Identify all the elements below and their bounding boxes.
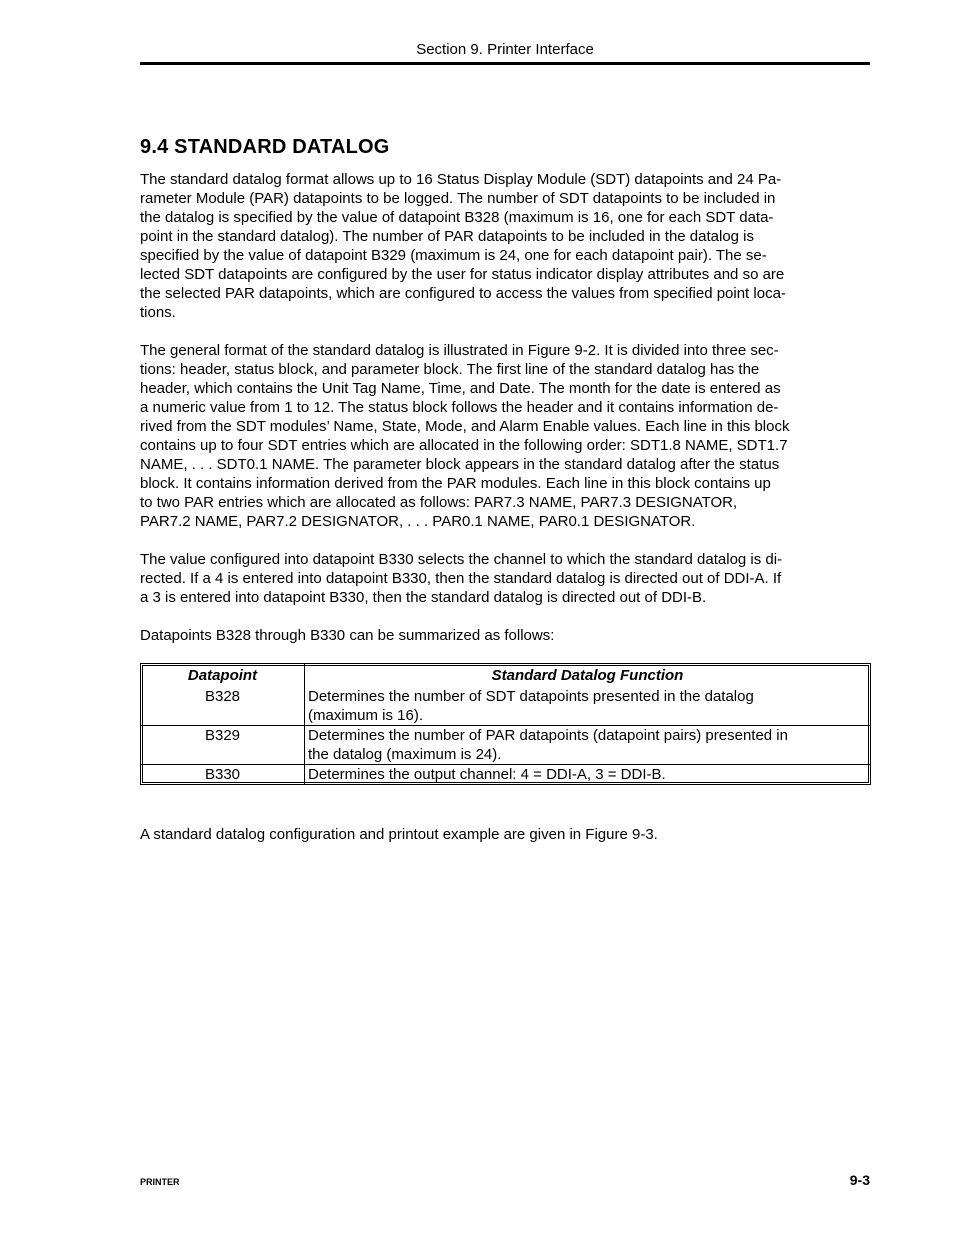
text-line: The standard datalog format allows up to 16 Status Display Module (SDT) datapoints and 24 Pa-: [140, 171, 782, 188]
function-cell: [305, 765, 870, 784]
text-line: the datalog is specified by the value of datapoint B328 (maximum is 16, one for each SDT data-: [140, 209, 774, 226]
function-line: the datalog (maximum is 24).: [308, 746, 502, 763]
text-line: NAME, . . . SDT0.1 NAME. The parameter block appears in the standard datalog after the status: [140, 456, 780, 473]
column-header-function: Standard Datalog Function: [491, 667, 684, 684]
text-line: rected. If a 4 is entered into datapoint B330, then the standard datalog is directed out of DDI-A. If: [140, 570, 782, 587]
function-line: (maximum is 16).: [308, 707, 424, 724]
function-cell: [305, 726, 870, 765]
text-line: rived from the SDT modules’ Name, State, Mode, and Alarm Enable values. Each line in this block: [140, 418, 790, 435]
datapoint-table: [140, 663, 871, 785]
function-line: Determines the number of PAR datapoints (datapoint pairs) presented in: [308, 727, 788, 744]
table-header-row: [141, 664, 870, 687]
text-line: contains up to four SDT entries which are allocated in the following order: SDT1.8 NAME, SDT1.7: [140, 437, 788, 454]
paragraph-summary-intro: [140, 626, 870, 645]
datapoint-cell: B330: [141, 765, 305, 784]
page-number: 9-3: [849, 1172, 870, 1188]
text-line: rameter Module (PAR) datapoints to be logged. The number of SDT datapoints to be included in: [140, 190, 776, 207]
function-line: Determines the number of SDT datapoints presented in the datalog: [308, 688, 754, 705]
section-heading: 9.4 STANDARD DATALOG: [140, 136, 390, 158]
function-cell: [305, 687, 870, 726]
paragraph-channel: [140, 550, 870, 607]
footer-section-label: PRINTER: [140, 1177, 180, 1187]
text-line: The general format of the standard datalog is illustrated in Figure 9-2. It is divided into three sec-: [140, 342, 779, 359]
text-line: PAR7.2 NAME, PAR7.2 DESIGNATOR, . . . PAR0.1 NAME, PAR0.1 DESIGNATOR.: [140, 513, 696, 530]
text-line: tions.: [140, 304, 176, 321]
column-header-datapoint: Datapoint: [141, 664, 305, 687]
text-line: to two PAR entries which are allocated as follows: PAR7.3 NAME, PAR7.3 DESIGNATOR,: [140, 494, 738, 511]
text-line: specified by the value of datapoint B329 (maximum is 24, one for each datapoint pair). The se-: [140, 247, 767, 264]
table-row: [141, 687, 870, 726]
datapoint-cell: B329: [141, 726, 305, 765]
paragraph-intro: [140, 170, 870, 322]
table-row: [141, 765, 870, 784]
text-line: a 3 is entered into datapoint B330, then the standard datalog is directed out of DDI-B.: [140, 589, 707, 606]
text-line: A standard datalog configuration and printout example are given in Figure 9-3.: [140, 826, 658, 843]
text-line: a numeric value from 1 to 12. The status block follows the header and it contains information de-: [140, 399, 779, 416]
text-line: point in the standard datalog). The number of PAR datapoints to be included in the datalog is: [140, 228, 755, 245]
text-line: lected SDT datapoints are configured by the user for status indicator display attributes and so are: [140, 266, 785, 283]
text-line: header, which contains the Unit Tag Name, Time, and Date. The month for the date is entered as: [140, 380, 781, 397]
table-row: [141, 726, 870, 765]
paragraph-general-format: [140, 341, 870, 531]
function-line: Determines the output channel: 4 = DDI-A, 3 = DDI-B.: [308, 766, 666, 783]
running-header: Section 9. Printer Interface: [416, 41, 594, 58]
text-line: Datapoints B328 through B330 can be summarized as follows:: [140, 627, 555, 644]
text-line: the selected PAR datapoints, which are configured to access the values from specified point loca-: [140, 285, 786, 302]
text-line: The value configured into datapoint B330 selects the channel to which the standard datalog is di-: [140, 551, 783, 568]
paragraph-figure-reference: [140, 825, 870, 844]
header-rule: [140, 62, 870, 65]
datapoint-cell: B328: [141, 687, 305, 726]
text-line: block. It contains information derived from the PAR modules. Each line in this block contains up: [140, 475, 771, 492]
text-line: tions: header, status block, and parameter block. The first line of the standard datalog has the: [140, 361, 760, 378]
